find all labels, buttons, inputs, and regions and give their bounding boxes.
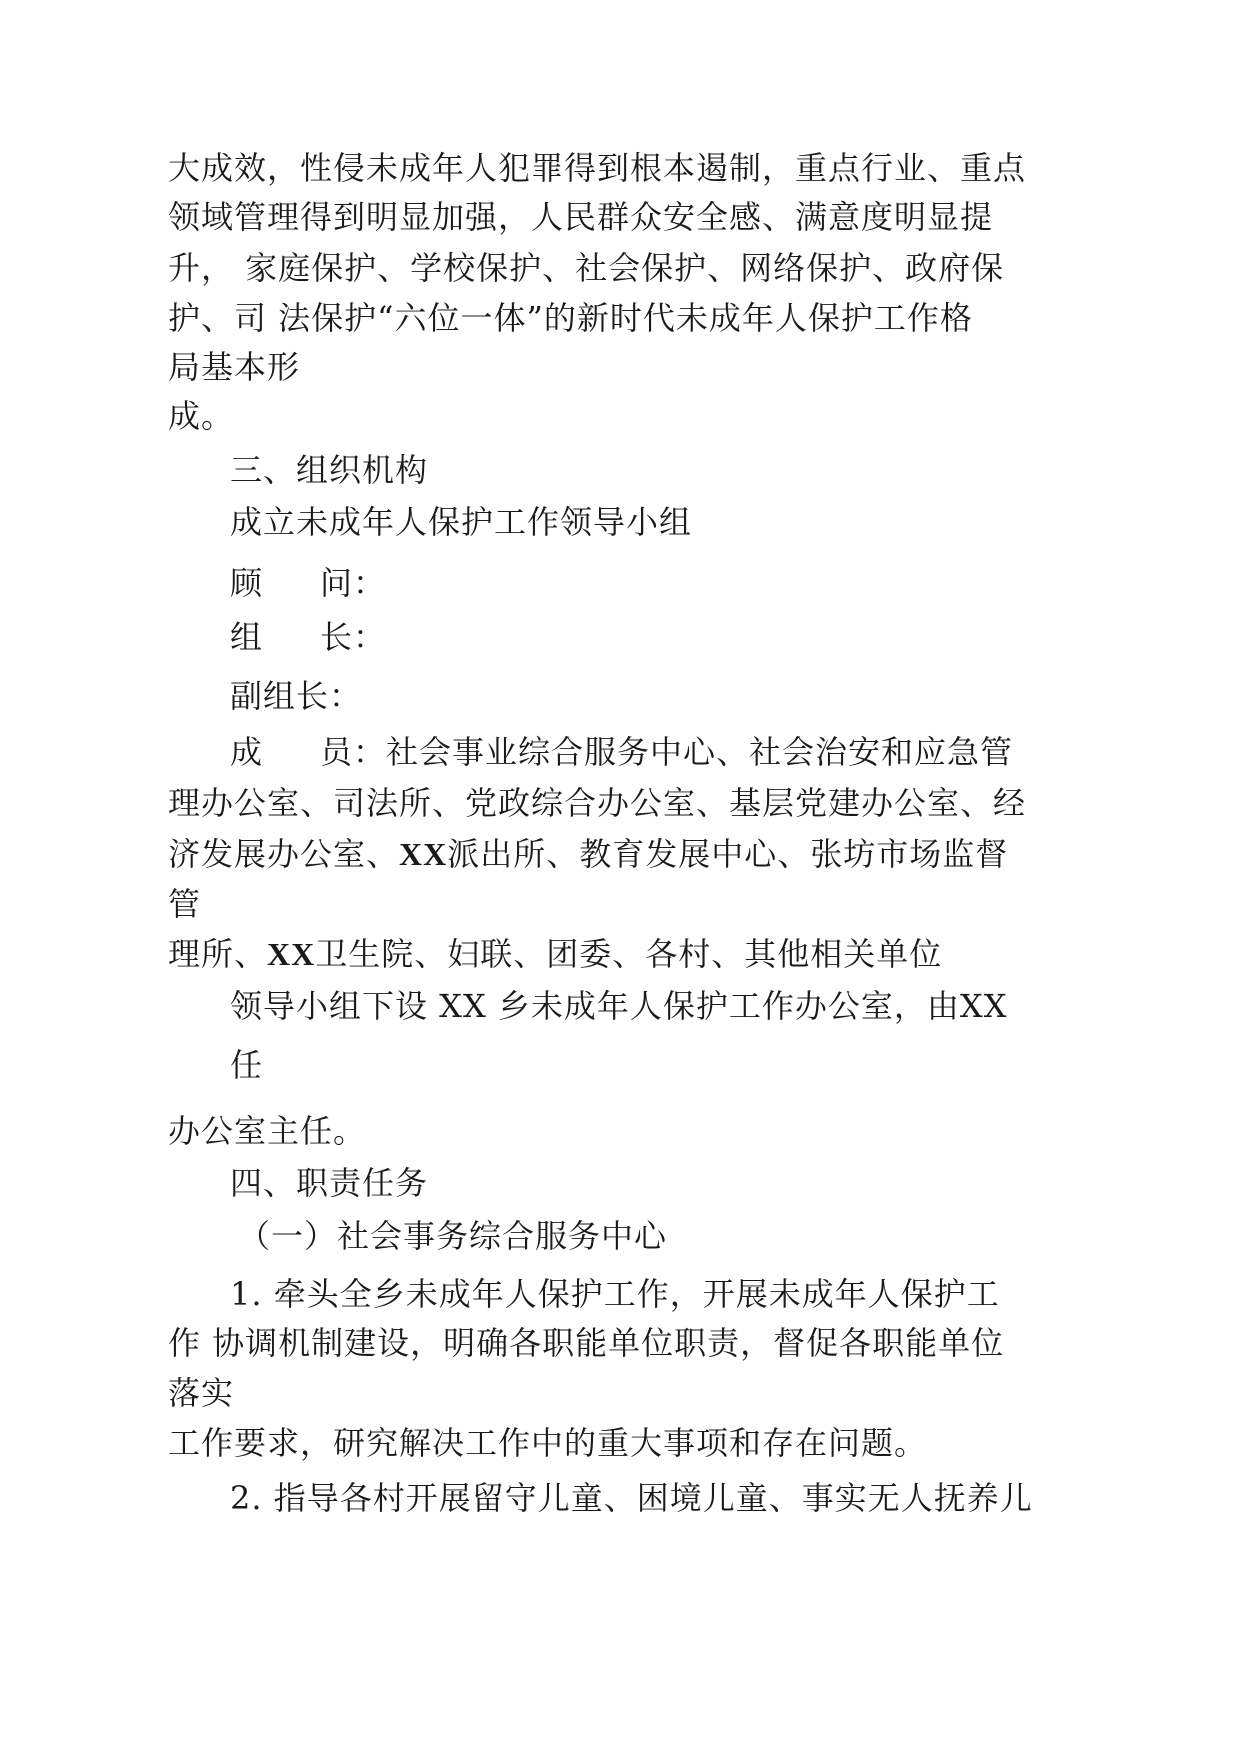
- members-line: [168, 934, 942, 974]
- section-subheading: 成立未成年人保护工作领导小组: [230, 503, 693, 541]
- item-line: 1. 牵头全乡未成年人保护工作，开展未成年人保护工: [230, 1275, 1000, 1313]
- item-line: 作 协调机制建设，明确各职能单位职责，督促各职能单位: [168, 1324, 1005, 1362]
- paragraph-line: 成。: [168, 397, 235, 435]
- members-line: 管: [168, 885, 202, 923]
- item-line: 工作要求，研究解决工作中的重大事项和存在问题。: [168, 1424, 928, 1462]
- members-text: 员：社会事业综合服务中心、社会治安和应急管: [320, 733, 1014, 771]
- members-line3-pre: 济发展办公室、: [168, 835, 400, 873]
- office-line: 办公室主任。: [168, 1112, 367, 1150]
- members-line3-xx: XX: [399, 836, 448, 872]
- members-line: [168, 834, 1008, 874]
- section-heading: 四、职责任务: [230, 1164, 429, 1202]
- members-label-a: 成: [230, 733, 264, 771]
- item-line: 2. 指导各村开展留守儿童、困境儿童、事实无人抚养儿: [230, 1479, 1033, 1517]
- members-line5-xx: XX: [267, 936, 316, 972]
- paragraph-line: 领域管理得到明显加强，人民群众安全感、满意度明显提: [168, 198, 994, 236]
- members-line5-post: 卫生院、妇联、团委、各村、其他相关单位: [315, 935, 943, 973]
- paragraph-line: 升， 家庭保护、学校保护、社会保护、网络保护、政府保: [168, 249, 1005, 287]
- deputy-label: 副组长：: [230, 677, 363, 715]
- office-line: 领导小组下设 XX 乡未成年人保护工作办公室，由XX: [230, 987, 1008, 1025]
- section-subheading: （一）社会事务综合服务中心: [238, 1217, 668, 1255]
- section-heading: 三、组织机构: [230, 451, 429, 489]
- paragraph-line: 护、司 法保护“六位一体”的新时代未成年人保护工作格: [168, 299, 973, 337]
- members-line5-pre: 理所、: [168, 935, 268, 973]
- item-line: 落实: [168, 1374, 235, 1412]
- leader-label-b: 长：: [320, 618, 387, 656]
- paragraph-line: 局基本形: [168, 348, 301, 386]
- leader-label-a: 组: [230, 618, 264, 656]
- members-line3-post: 派出所、教育发展中心、张坊市场监督: [447, 835, 1009, 873]
- office-line: 任: [230, 1046, 264, 1084]
- members-line: 理办公室、司法所、党政综合办公室、基层党建办公室、经: [168, 784, 1027, 822]
- paragraph-line: 大成效，性侵未成年人犯罪得到根本遏制，重点行业、重点: [168, 149, 1027, 187]
- advisor-label-b: 问：: [320, 564, 387, 602]
- advisor-label-a: 顾: [230, 564, 264, 602]
